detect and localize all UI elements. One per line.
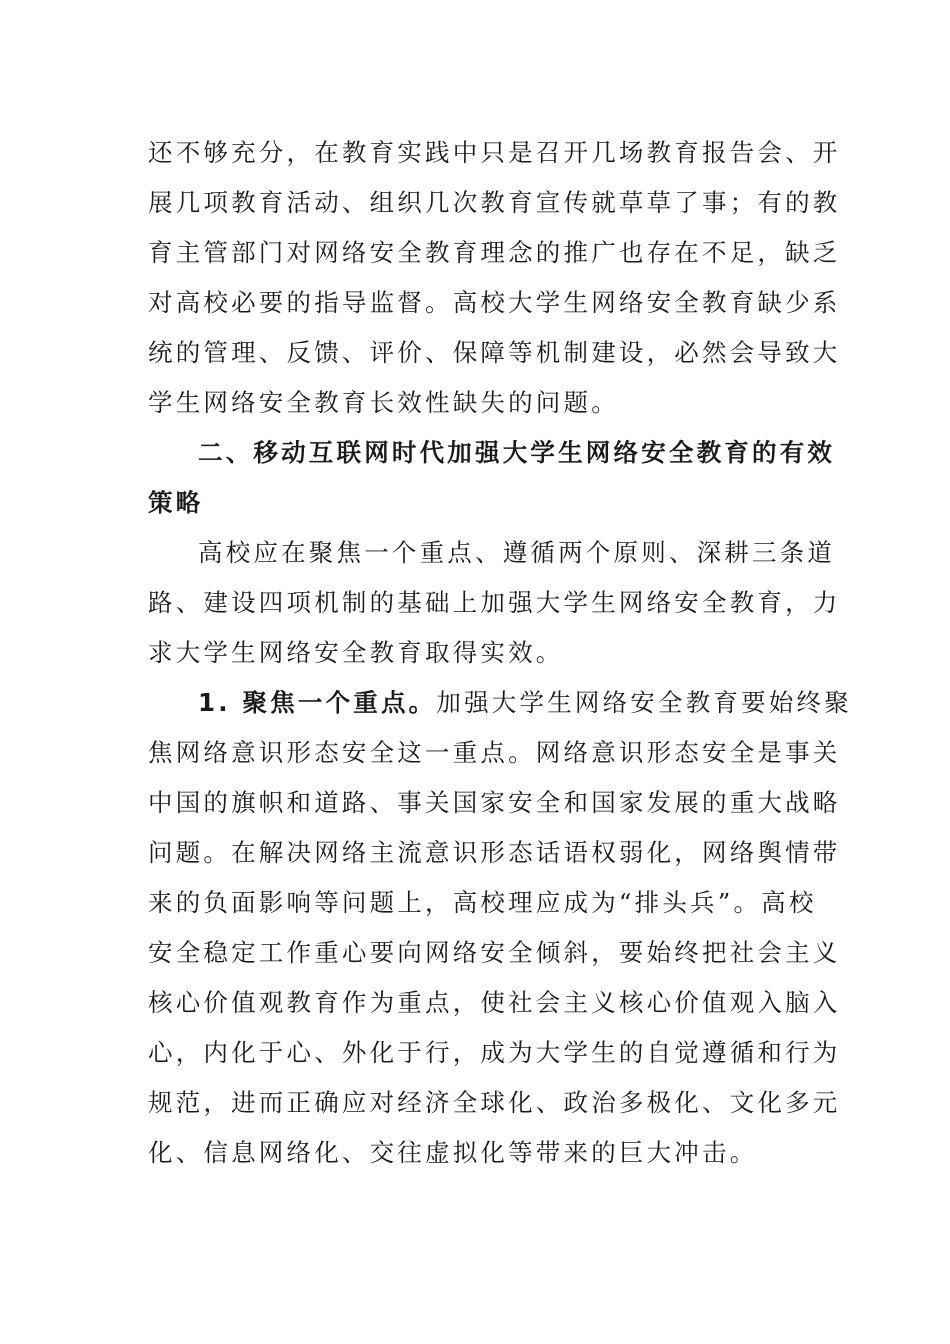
text-line: 求大学生网络安全教育取得实效。 — [148, 638, 564, 667]
text-line: 育主管部门对网络安全教育理念的推广也存在不足，缺乏 — [148, 238, 841, 267]
text-line: 对高校必要的指导监督。高校大学生网络安全教育缺少系 — [148, 288, 841, 317]
text-line: 高校应在聚焦一个重点、遵循两个原则、深耕三条道 — [198, 538, 836, 567]
text-line: 心，内化于心、外化于行，成为大学生的自觉遵循和行为 — [148, 1038, 841, 1067]
text-line: 路、建设四项机制的基础上加强大学生网络安全教育，力 — [148, 588, 841, 617]
section-heading — [148, 428, 836, 528]
paragraph-continuation — [148, 128, 841, 428]
heading-line: 策略 — [148, 488, 204, 517]
document-body — [148, 128, 852, 1178]
text-line: 中国的旗帜和道路、事关国家安全和国家发展的重大战略 — [148, 788, 841, 817]
text-line: 学生网络安全教育长效性缺失的问题。 — [148, 388, 619, 417]
point-first-line-text: 加强大学生网络安全教育要始终聚 — [436, 688, 852, 717]
heading-line: 二、移动互联网时代加强大学生网络安全教育的有效 — [198, 438, 836, 467]
paragraph-intro — [148, 528, 841, 678]
text-line: 焦网络意识形态安全这一重点。网络意识形态安全是事关 — [148, 738, 841, 767]
text-line: 规范，进而正确应对经济全球化、政治多极化、文化多元 — [148, 1088, 841, 1117]
text-line: 来的负面影响等问题上，高校理应成为“排头兵”。高校 — [148, 888, 817, 917]
text-line: 核心价值观教育作为重点，使社会主义核心价值观入脑入 — [148, 988, 841, 1017]
text-line: 还不够充分，在教育实践中只是召开几场教育报告会、开 — [148, 138, 841, 167]
paragraph-point-1 — [148, 678, 852, 1178]
point-title: 1. 聚焦一个重点。 — [198, 688, 437, 717]
text-line: 展几项教育活动、组织几次教育宣传就草草了事；有的教 — [148, 188, 841, 217]
text-line: 安全稳定工作重心要向网络安全倾斜，要始终把社会主义 — [148, 938, 841, 967]
text-line: 问题。在解决网络主流意识形态话语权弱化，网络舆情带 — [148, 838, 841, 867]
text-line: 化、信息网络化、交往虚拟化等带来的巨大冲击。 — [148, 1138, 758, 1167]
point-first-line — [148, 678, 852, 728]
text-line: 统的管理、反馈、评价、保障等机制建设，必然会导致大 — [148, 338, 841, 367]
